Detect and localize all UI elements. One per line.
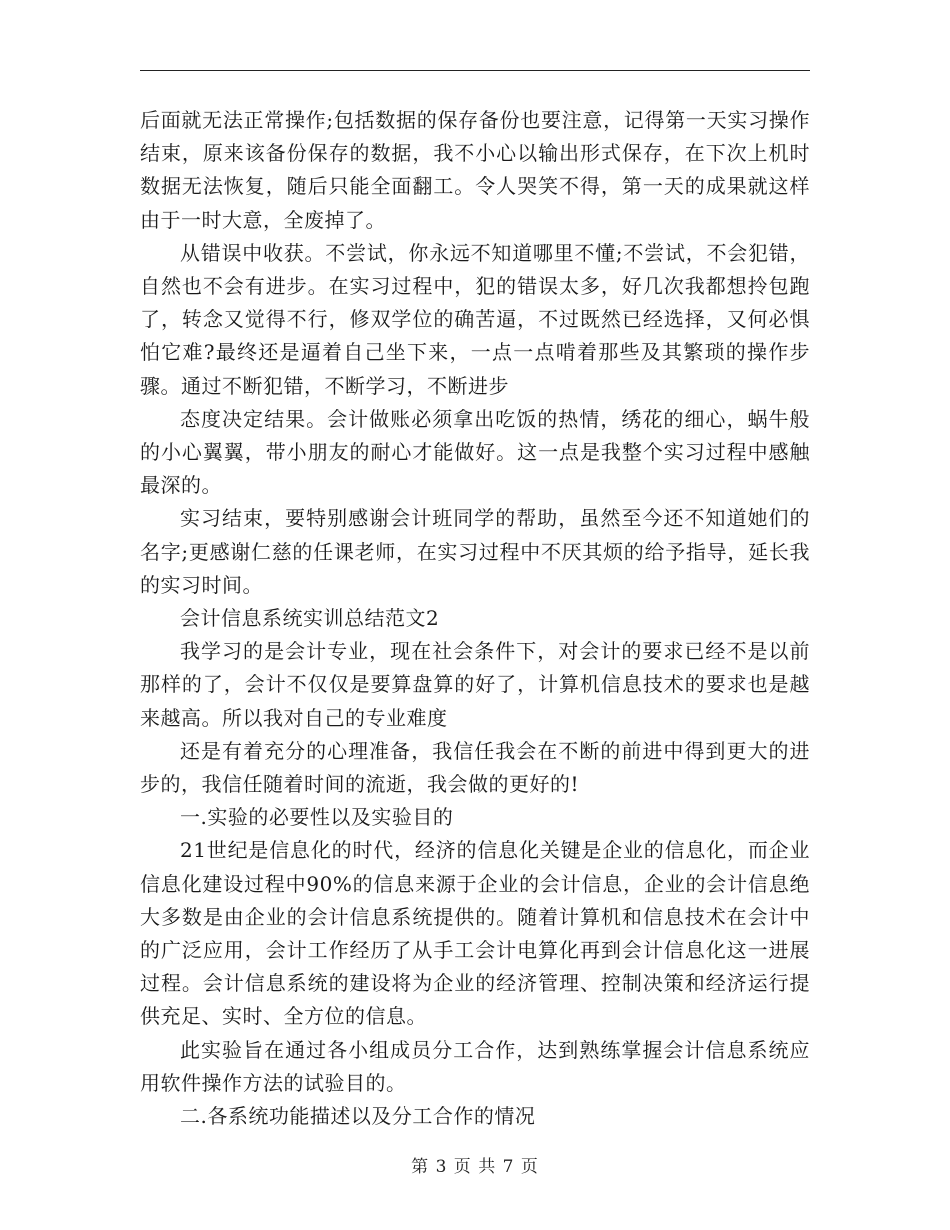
paragraph-10: 此实验旨在通过各小组成员分工合作，达到熟练掌握会计信息系统应用软件操作方法的试验目的。 [140,1037,810,1095]
paragraph-6: 我学习的是会计专业，现在社会条件下，对会计的要求已经不是以前那样的了，会计不仅仅是要算盘算的好了，计算机信息技术的要求也是越来越高。所以我对自己的专业难度 [140,639,810,730]
paragraph-2: 从错误中收获。不尝试，你永远不知道哪里不懂;不尝试，不会犯错，自然也不会有进步。在实习过程中，犯的错误太多，好几次我都想拎包跑了，转念又觉得不行，修双学位的确苦逼，不过既然已经选择，又何必惧怕它难?最终还是逼着自己坐下来，一点一点啃着那些及其繁琐的操作步骤。通过不断犯错，不断学习，不断进步 [140,240,810,398]
heading-system-functions: 二.各系统功能描述以及分工合作的情况 [180,1104,536,1129]
paragraph-7: 还是有着充分的心理准备，我信任我会在不断的前进中得到更大的进步的，我信任随着时间的流逝，我会做的更好的! [140,738,810,797]
paragraph-9: 21世纪是信息化的时代，经济的信息化关键是企业的信息化，而企业信息化建设过程中90%的信息来源于企业的会计信息，企业的会计信息绝大多数是由企业的会计信息系统提供的。随着计算机和信息技术在会计中的广泛应用，会计工作经历了从手工会计电算化再到会计信息化这一进展过程。会计信息系统的建设将为企业的经济管理、控制决策和经济运行提供充足、实时、全方位的信息。 [140,838,810,1029]
page-number-footer: 第 3 页 共 7 页 [411,1157,539,1177]
document-body [140,104,810,1133]
heading-experiment-purpose: 一.实验的必要性以及实验目的 [180,805,454,830]
header-rule [140,70,810,71]
paragraph-4: 实习结束，要特别感谢会计班同学的帮助，虽然至今还不知道她们的名字;更感谢仁慈的任课老师，在实习过程中不厌其烦的给予指导，延长我的实习时间。 [140,506,810,597]
paragraph-1: 后面就无法正常操作;包括数据的保存备份也要注意，记得第一天实习操作结束，原来该备份保存的数据，我不小心以输出形式保存，在下次上机时数据无法恢复，随后只能全面翻工。令人哭笑不得，第一天的成果就这样由于一时大意，全废掉了。 [140,108,810,232]
section-title-2: 会计信息系统实训总结范文2 [180,606,440,631]
paragraph-3: 态度决定结果。会计做账必须拿出吃饭的热情，绣花的细心，蜗牛般的小心翼翼，带小朋友的耐心才能做好。这一点是我整个实习过程中感触最深的。 [140,406,810,498]
